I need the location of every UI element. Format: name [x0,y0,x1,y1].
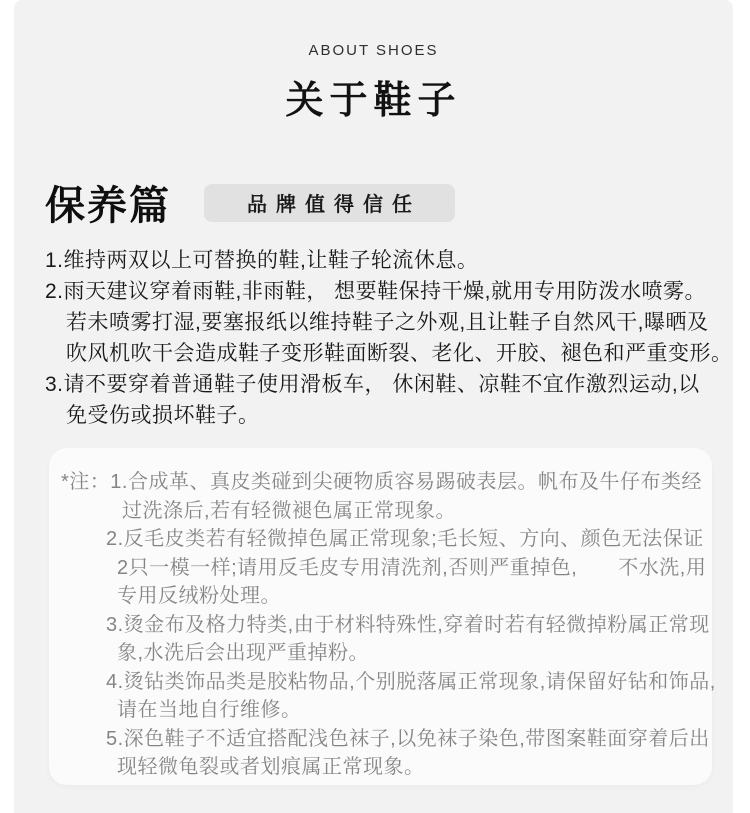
care-line-2c: 吹风机吹干会造成鞋子变形鞋面断裂、老化、开胶、褪色和严重变形。 [66,342,733,365]
note-card [49,448,716,785]
note-line-4b: 请在当地自行维修。 [117,699,302,721]
care-line-2b: 若未喷雾打湿,要塞报纸以维持鞋子之外观,且让鞋子自然风干,曝晒及 [66,311,709,334]
care-line-3: 3.请不要穿着普通鞋子使用滑板车， 休闲鞋、凉鞋不宜作激烈运动,以 [45,373,700,396]
care-line-1: 1.维持两双以上可替换的鞋,让鞋子轮流休息。 [45,249,479,272]
note-line-5b: 现轻微龟裂或者划痕属正常现象。 [117,756,425,778]
section-header [45,174,733,231]
note-line-1b: 过洗涤后,若有轻微褪色属正常现象。 [122,499,457,522]
page-title: 关于鞋子 [285,80,462,122]
care-line-3b: 免受伤或损坏鞋子。 [66,404,260,427]
note-line-2b: 2只一模一样;请用反毛皮专用清洗剂,否则严重掉色, 不水洗,用 [117,556,707,579]
note-line-3: 3.烫金布及格力特类,由于材料特殊性,穿着时若有轻微掉粉属正常现 [106,613,710,636]
section-heading: 保养篇 [45,184,171,228]
trust-badge: 品牌值得信任 [204,184,455,222]
note-line-4: 4.烫钻类饰品类是胶粘物品,个别脱落属正常现象,请保留好钻和饰品, [106,670,716,693]
content-panel [14,0,733,813]
note-line-1: *注：1.合成革、真皮类碰到尖硬物质容易踢破表层。帆布及牛仔布类经 [61,471,702,493]
note-line-2: 2.反毛皮类若有轻微掉色属正常现象;毛长短、方向、颜色无法保证 [106,528,704,550]
note-line-5: 5.深色鞋子不适宜搭配浅色袜子,以免袜子染色,带图案鞋面穿着后出 [106,727,710,750]
care-line-2: 2.雨天建议穿着雨鞋,非雨鞋， 想要鞋保持干燥,就用专用防泼水喷雾。 [45,280,707,303]
note-line-3b: 象,水洗后会出现严重掉粉。 [117,642,370,664]
care-instructions-list [45,245,733,431]
note-line-2c: 专用反绒粉处理。 [117,585,281,607]
eyebrow-text: ABOUT SHOES [308,42,439,59]
